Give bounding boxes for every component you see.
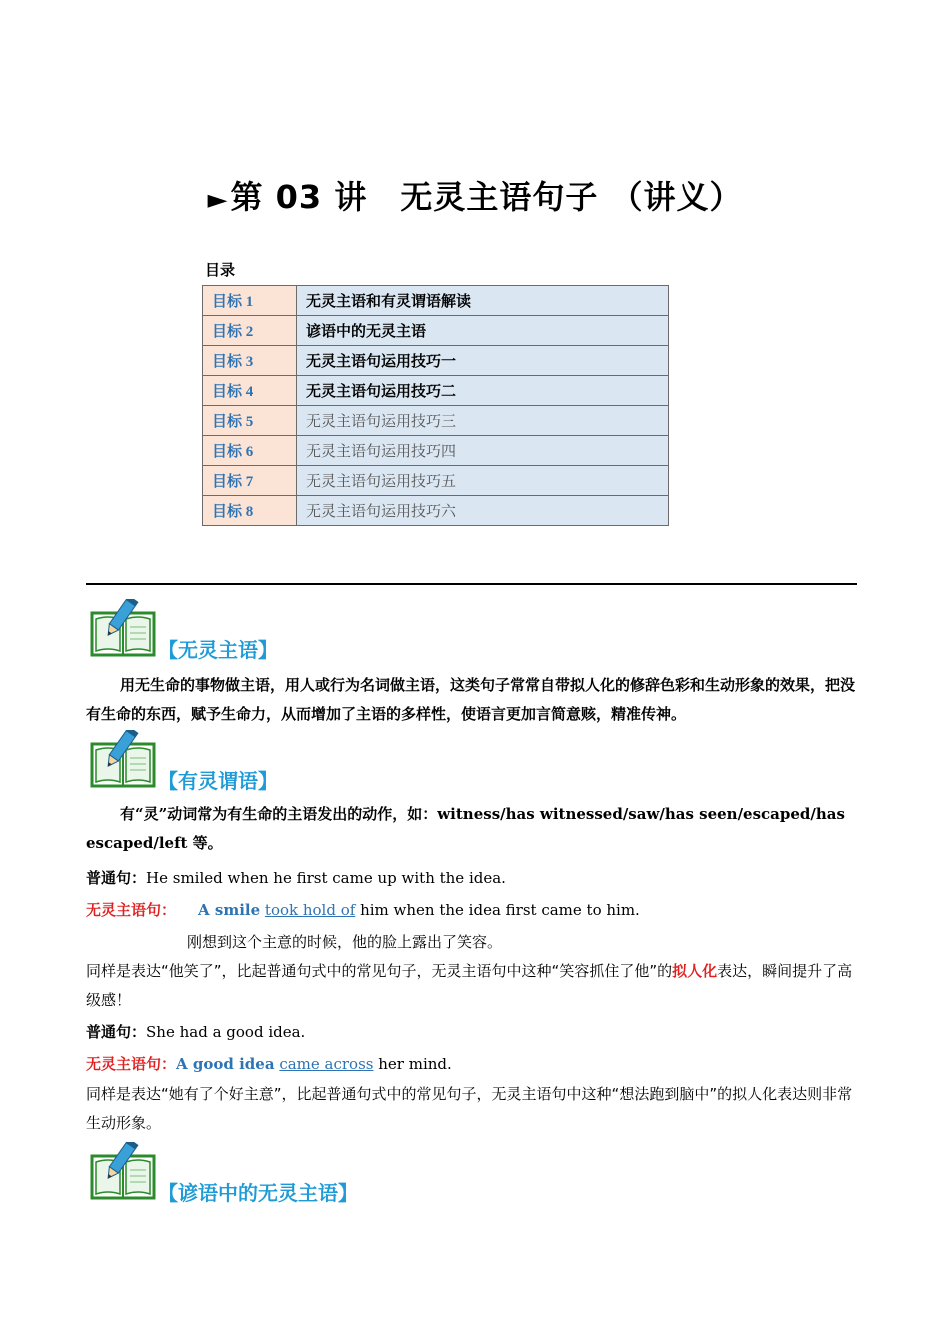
note-before: 同样是表达“他笑了”，比起普通句式中的常见句子，无灵主语句中这种“笑容抓住了他”的 xyxy=(86,962,673,980)
toc-row[interactable] xyxy=(203,466,669,496)
animate-verb: came across xyxy=(279,1055,374,1073)
sentence-rest: him when the idea first came to him. xyxy=(355,901,640,919)
section-heading-animate-predicate: 【有灵谓语】 xyxy=(158,769,278,793)
example-2-note: 同样是表达“她有了个好主意”，比起普通句式中的常见句子，无灵主语句中这种“想法跑到脑中”的拟人化表达则非常生动形象。 xyxy=(86,1085,853,1132)
toc-key: 目标 6 xyxy=(203,436,297,466)
section-heading-inanimate-subject: 【无灵主语】 xyxy=(158,638,278,662)
toc-label: 目录 xyxy=(205,261,236,279)
example-1-note xyxy=(86,957,866,1015)
note-highlight: 拟人化 xyxy=(672,962,718,980)
toc-value: 无灵主语句运用技巧二 xyxy=(297,376,669,406)
example-2-plain-sentence xyxy=(86,1021,305,1042)
toc-row[interactable] xyxy=(203,406,669,436)
toc-key: 目标 3 xyxy=(203,346,297,376)
toc-key: 目标 5 xyxy=(203,406,297,436)
inanimate-subject: A good idea xyxy=(176,1055,275,1073)
book-pencil-icon xyxy=(90,1142,156,1200)
toc-key: 目标 1 xyxy=(203,286,297,316)
toc-key: 目标 4 xyxy=(203,376,297,406)
toc-table xyxy=(202,285,669,526)
toc-row[interactable] xyxy=(203,496,669,526)
example-2-inanimate-sentence xyxy=(86,1053,452,1074)
plain-text: She had a good idea. xyxy=(146,1023,306,1041)
sentence-rest: her mind. xyxy=(373,1055,452,1073)
toc-row[interactable] xyxy=(203,436,669,466)
toc-value: 谚语中的无灵主语 xyxy=(297,316,669,346)
plain-label: 普通句： xyxy=(86,1023,147,1041)
page-title-text: 第 03 讲 无灵主语句子 （讲义） xyxy=(230,178,743,216)
example-1-translation: 刚想到这个主意的时候，他的脸上露出了笑容。 xyxy=(187,933,503,951)
toc-value: 无灵主语句运用技巧一 xyxy=(297,346,669,376)
book-pencil-icon xyxy=(90,599,156,657)
plain-text: He smiled when he first came up with the idea. xyxy=(146,869,506,887)
animate-verb: took hold of xyxy=(264,901,356,919)
toc-value: 无灵主语句运用技巧三 xyxy=(297,406,669,436)
toc-row[interactable] xyxy=(203,376,669,406)
toc-key: 目标 7 xyxy=(203,466,297,496)
inanimate-label: 无灵主语句： xyxy=(86,1055,177,1073)
example-1-plain-sentence xyxy=(86,867,506,888)
note-after: 表达，瞬间提升了高级感！ xyxy=(86,962,853,1009)
section-intro-animate-predicate: 有“灵”动词常为有生命的主语发出的动作，如：witness/has witnessed/saw/has seen/escaped/has escaped/left 等。 xyxy=(86,805,845,852)
toc-row[interactable] xyxy=(203,286,669,316)
example-1-inanimate-sentence xyxy=(86,899,640,920)
toc-key: 目标 2 xyxy=(203,316,297,346)
toc-row[interactable] xyxy=(203,316,669,346)
book-pencil-icon xyxy=(90,730,156,788)
triangle-marker-icon: ► xyxy=(207,185,229,215)
page-title xyxy=(0,172,950,218)
toc-row[interactable] xyxy=(203,346,669,376)
toc-value: 无灵主语句运用技巧五 xyxy=(297,466,669,496)
toc-value: 无灵主语句运用技巧六 xyxy=(297,496,669,526)
section-divider xyxy=(86,583,857,585)
inanimate-label: 无灵主语句： xyxy=(86,901,177,919)
toc-key: 目标 8 xyxy=(203,496,297,526)
section-heading-proverbs: 【谚语中的无灵主语】 xyxy=(158,1181,358,1205)
toc-value: 无灵主语句运用技巧四 xyxy=(297,436,669,466)
plain-label: 普通句： xyxy=(86,869,147,887)
toc-value: 无灵主语和有灵谓语解读 xyxy=(297,286,669,316)
inanimate-subject: A smile xyxy=(198,901,261,919)
section-body-inanimate-subject: 用无生命的事物做主语，用人或行为名词做主语，这类句子常常自带拟人化的修辞色彩和生动形象的效果，把没有生命的东西，赋予生命力，从而增加了主语的多样性，使语言更加言简意赅，精准传神。 xyxy=(86,676,856,723)
